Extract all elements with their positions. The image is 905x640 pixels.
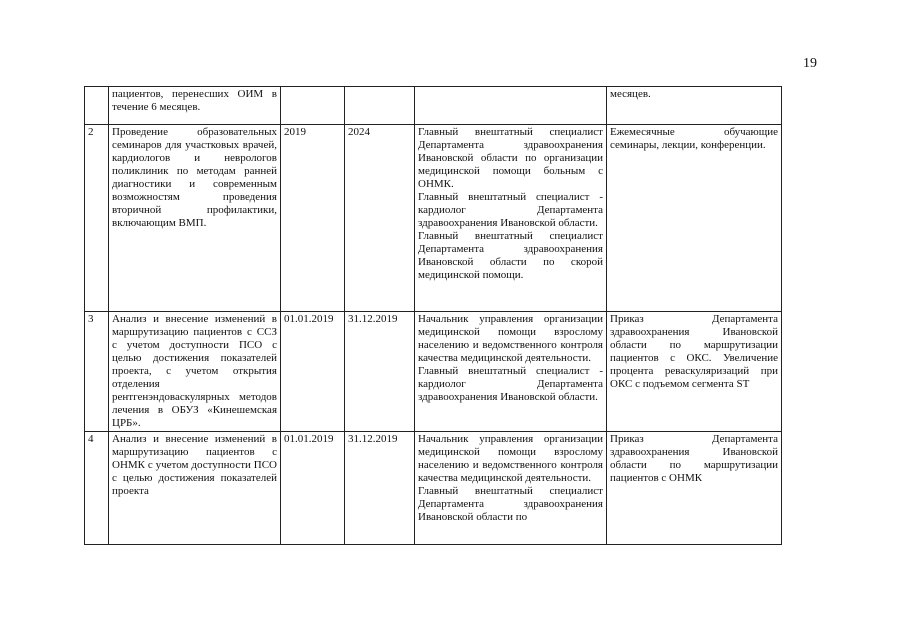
responsible-entry: Главный внештатный специалист Департамента здравоохранения Ивановской области по скорой медицинской помощи. xyxy=(418,230,603,281)
responsible-entry: Начальник управления организации медицинской помощи взрослому населению и ведомственного контроля качества медицинской деятельности. xyxy=(418,433,603,484)
responsible-cell xyxy=(415,125,607,312)
end-date-cell: 31.12.2019 xyxy=(345,312,415,432)
responsible-entry: Начальник управления организации медицинской помощи взрослому населению и ведомственного контроля качества медицинской деятельности. xyxy=(418,313,603,364)
result-cell: Ежемесячные обучающие семинары, лекции, конференции. xyxy=(607,125,782,312)
responsible-entry: Главный внештатный специалист Департамента здравоохранения Ивановской области по xyxy=(418,485,603,523)
row-number: 3 xyxy=(85,312,109,432)
table-row xyxy=(85,125,782,312)
activities-table xyxy=(84,86,782,545)
responsible-entry: Главный внештатный специалист - кардиолог Департамента здравоохранения Ивановской области. xyxy=(418,365,603,403)
start-date-cell: 01.01.2019 xyxy=(281,312,345,432)
result-cell: Приказ Департамента здравоохранения Ивановской области по маршрутизации пациентов с ОКС. Увеличение процента реваскуляризаций при ОКС с подъемом сегмента ST xyxy=(607,312,782,432)
end-date-cell xyxy=(345,87,415,125)
table-row xyxy=(85,87,782,125)
table-row xyxy=(85,312,782,432)
activity-cell: Проведение образовательных семинаров для участковых врачей, кардиологов и неврологов поликлиник по методам ранней диагностики и современным возможностям проведения вторичной профилактики, включающим ВМП. xyxy=(109,125,281,312)
end-date-cell: 31.12.2019 xyxy=(345,432,415,545)
responsible-cell xyxy=(415,312,607,432)
end-date-cell: 2024 xyxy=(345,125,415,312)
start-date-cell: 01.01.2019 xyxy=(281,432,345,545)
activity-cell: пациентов, перенесших ОИМ в течение 6 месяцев. xyxy=(109,87,281,125)
activity-cell: Анализ и внесение изменений в маршрутизацию пациентов с ОНМК с учетом доступности ПСО с целью достижения показателей проекта xyxy=(109,432,281,545)
row-number xyxy=(85,87,109,125)
activity-cell: Анализ и внесение изменений в маршрутизацию пациентов с ССЗ с учетом доступности ПСО с целью достижения показателей проекта, с учетом открытия отделения рентгенэндоваскулярных методов лечения в ОБУЗ «Кинешемская ЦРБ». xyxy=(109,312,281,432)
table-row xyxy=(85,432,782,545)
responsible-entry: Главный внештатный специалист - кардиолог Департамента здравоохранения Ивановской области. xyxy=(418,191,603,229)
result-cell: Приказ Департамента здравоохранения Ивановской области по маршрутизации пациентов с ОНМК xyxy=(607,432,782,545)
start-date-cell: 2019 xyxy=(281,125,345,312)
row-number: 4 xyxy=(85,432,109,545)
row-number: 2 xyxy=(85,125,109,312)
responsible-entry: Главный внештатный специалист Департамента здравоохранения Ивановской области по организации медицинской помощи больным с ОНМК. xyxy=(418,126,603,190)
start-date-cell xyxy=(281,87,345,125)
page-number: 19 xyxy=(803,56,817,71)
result-cell: месяцев. xyxy=(607,87,782,125)
responsible-cell xyxy=(415,432,607,545)
responsible-cell xyxy=(415,87,607,125)
